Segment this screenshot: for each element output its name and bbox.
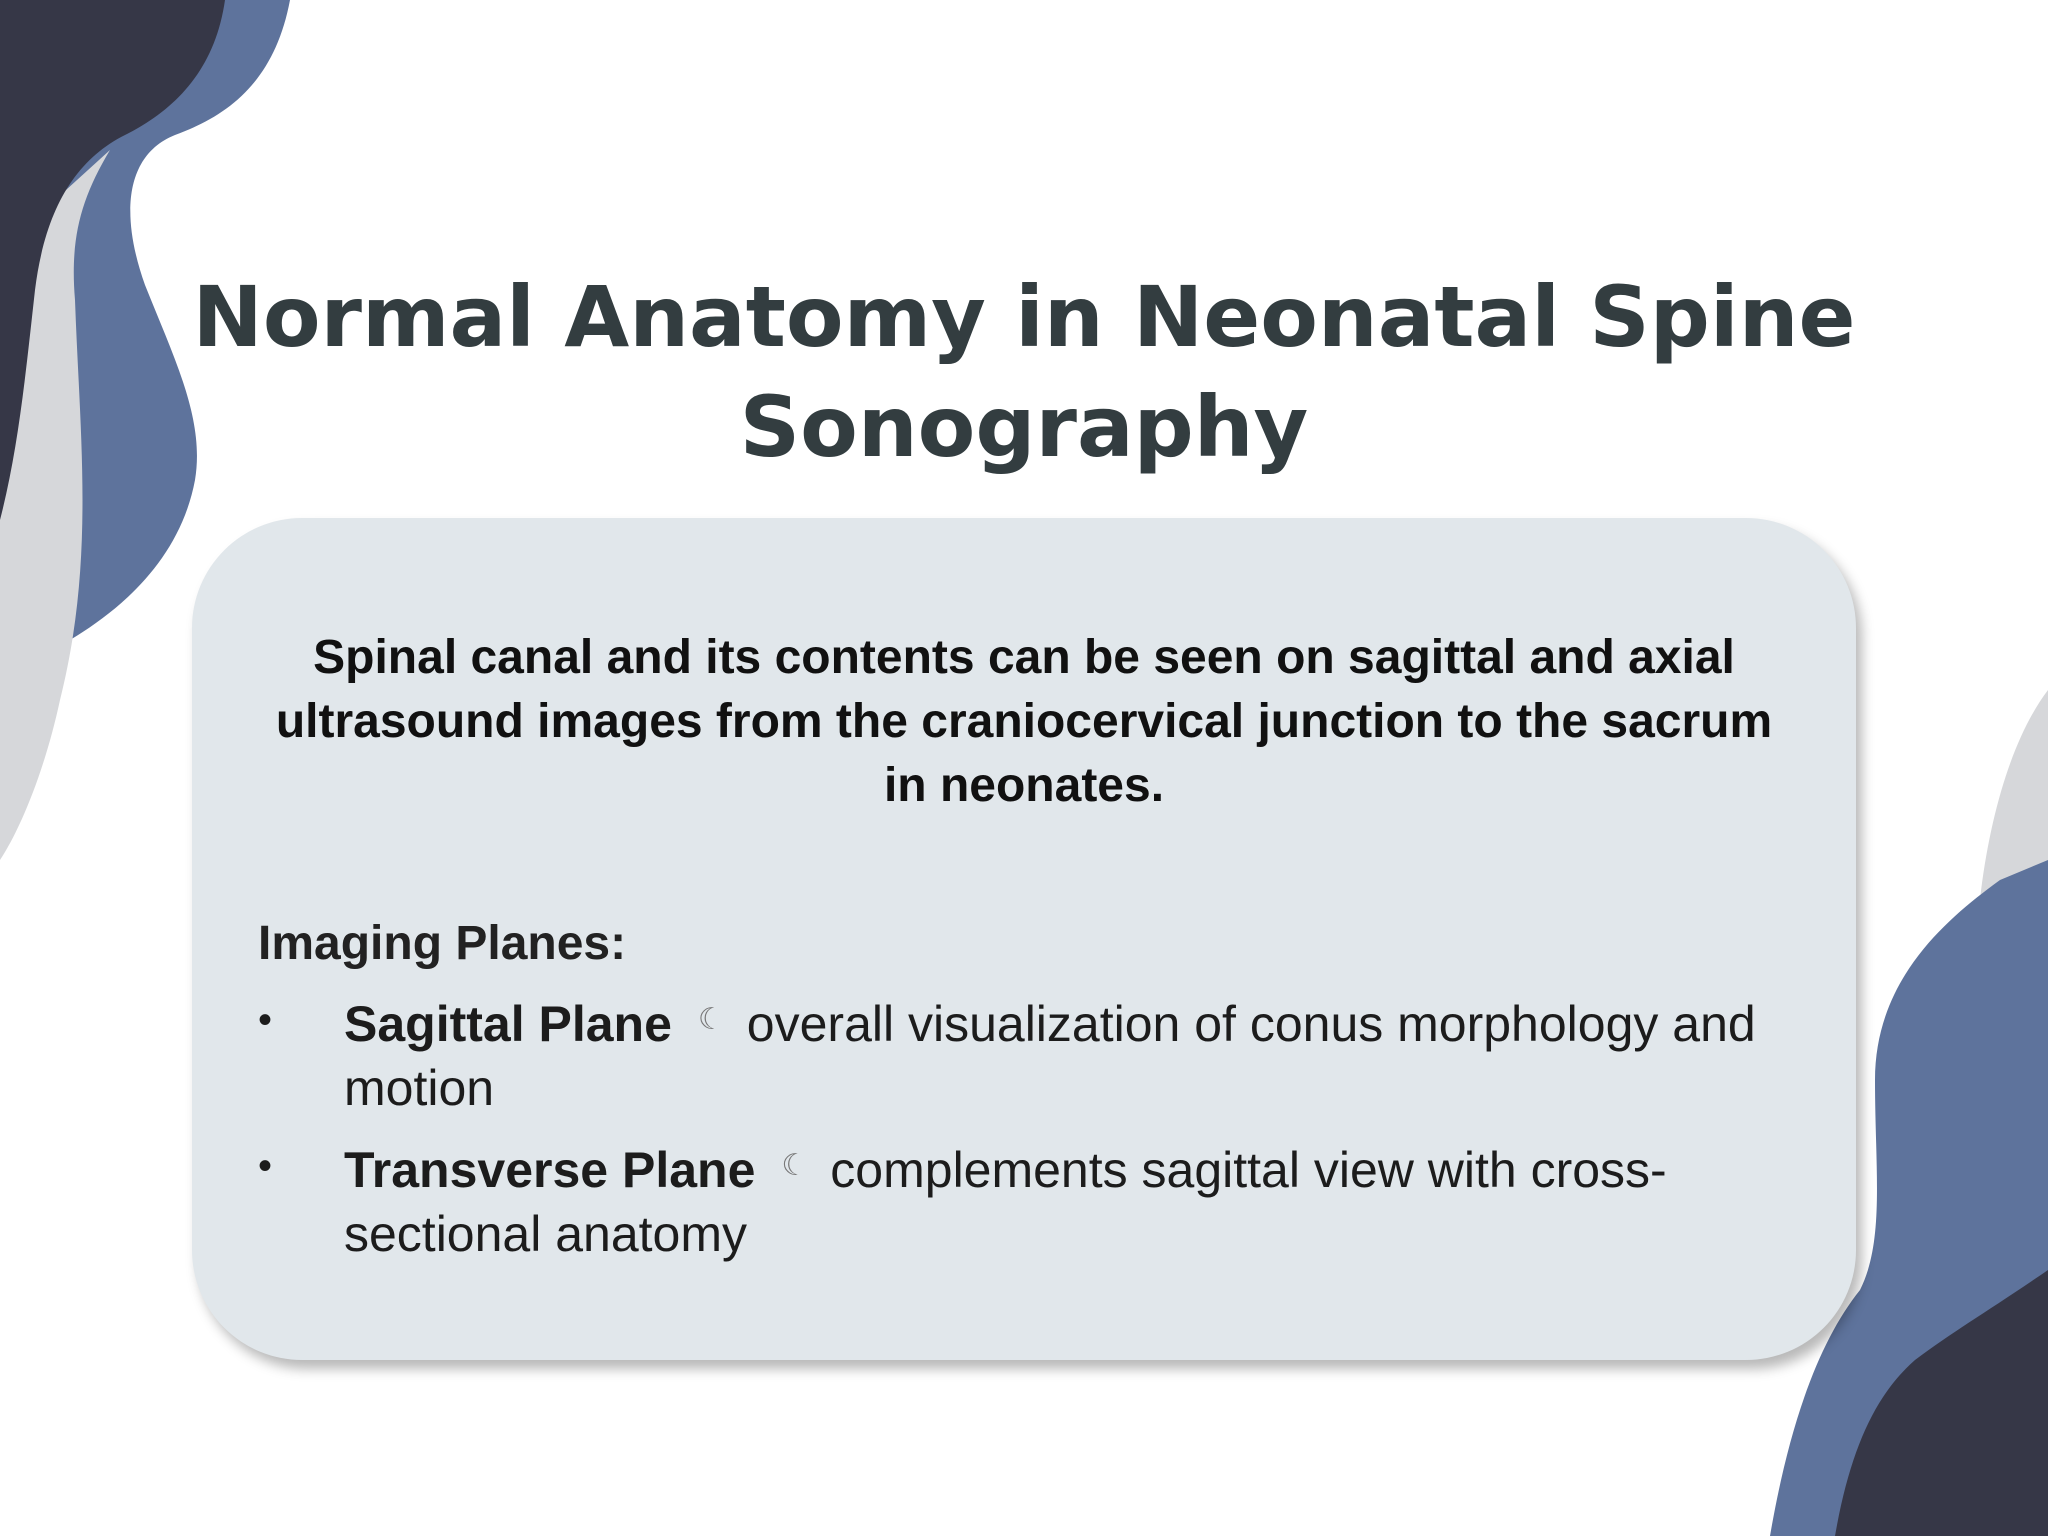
plane-term: Transverse Plane xyxy=(344,1142,756,1198)
slide-title: Normal Anatomy in Neonatal Spine Sonography xyxy=(192,268,1856,476)
plane-term: Sagittal Plane xyxy=(344,996,672,1052)
plane-description: complements sagittal view with cross-sectional anatomy xyxy=(344,1142,1667,1262)
bullet-icon: • xyxy=(258,998,273,1042)
imaging-planes-list xyxy=(258,988,1758,1280)
crescent-moon-icon: ☾ xyxy=(781,1148,809,1183)
plane-description: overall visualization of conus morphology and motion xyxy=(344,996,1756,1116)
imaging-planes-heading: Imaging Planes: xyxy=(258,917,627,970)
intro-paragraph: Spinal canal and its contents can be seen on sagittal and axial ultrasound images from the craniocervical junction to the sacrum in neonates. xyxy=(275,631,1773,812)
list-item-sagittal-plane xyxy=(258,988,1758,1120)
bullet-icon: • xyxy=(258,1144,273,1188)
content-card xyxy=(192,518,1856,1360)
crescent-moon-icon: ☾ xyxy=(697,1002,725,1037)
list-item-transverse-plane xyxy=(258,1134,1758,1266)
